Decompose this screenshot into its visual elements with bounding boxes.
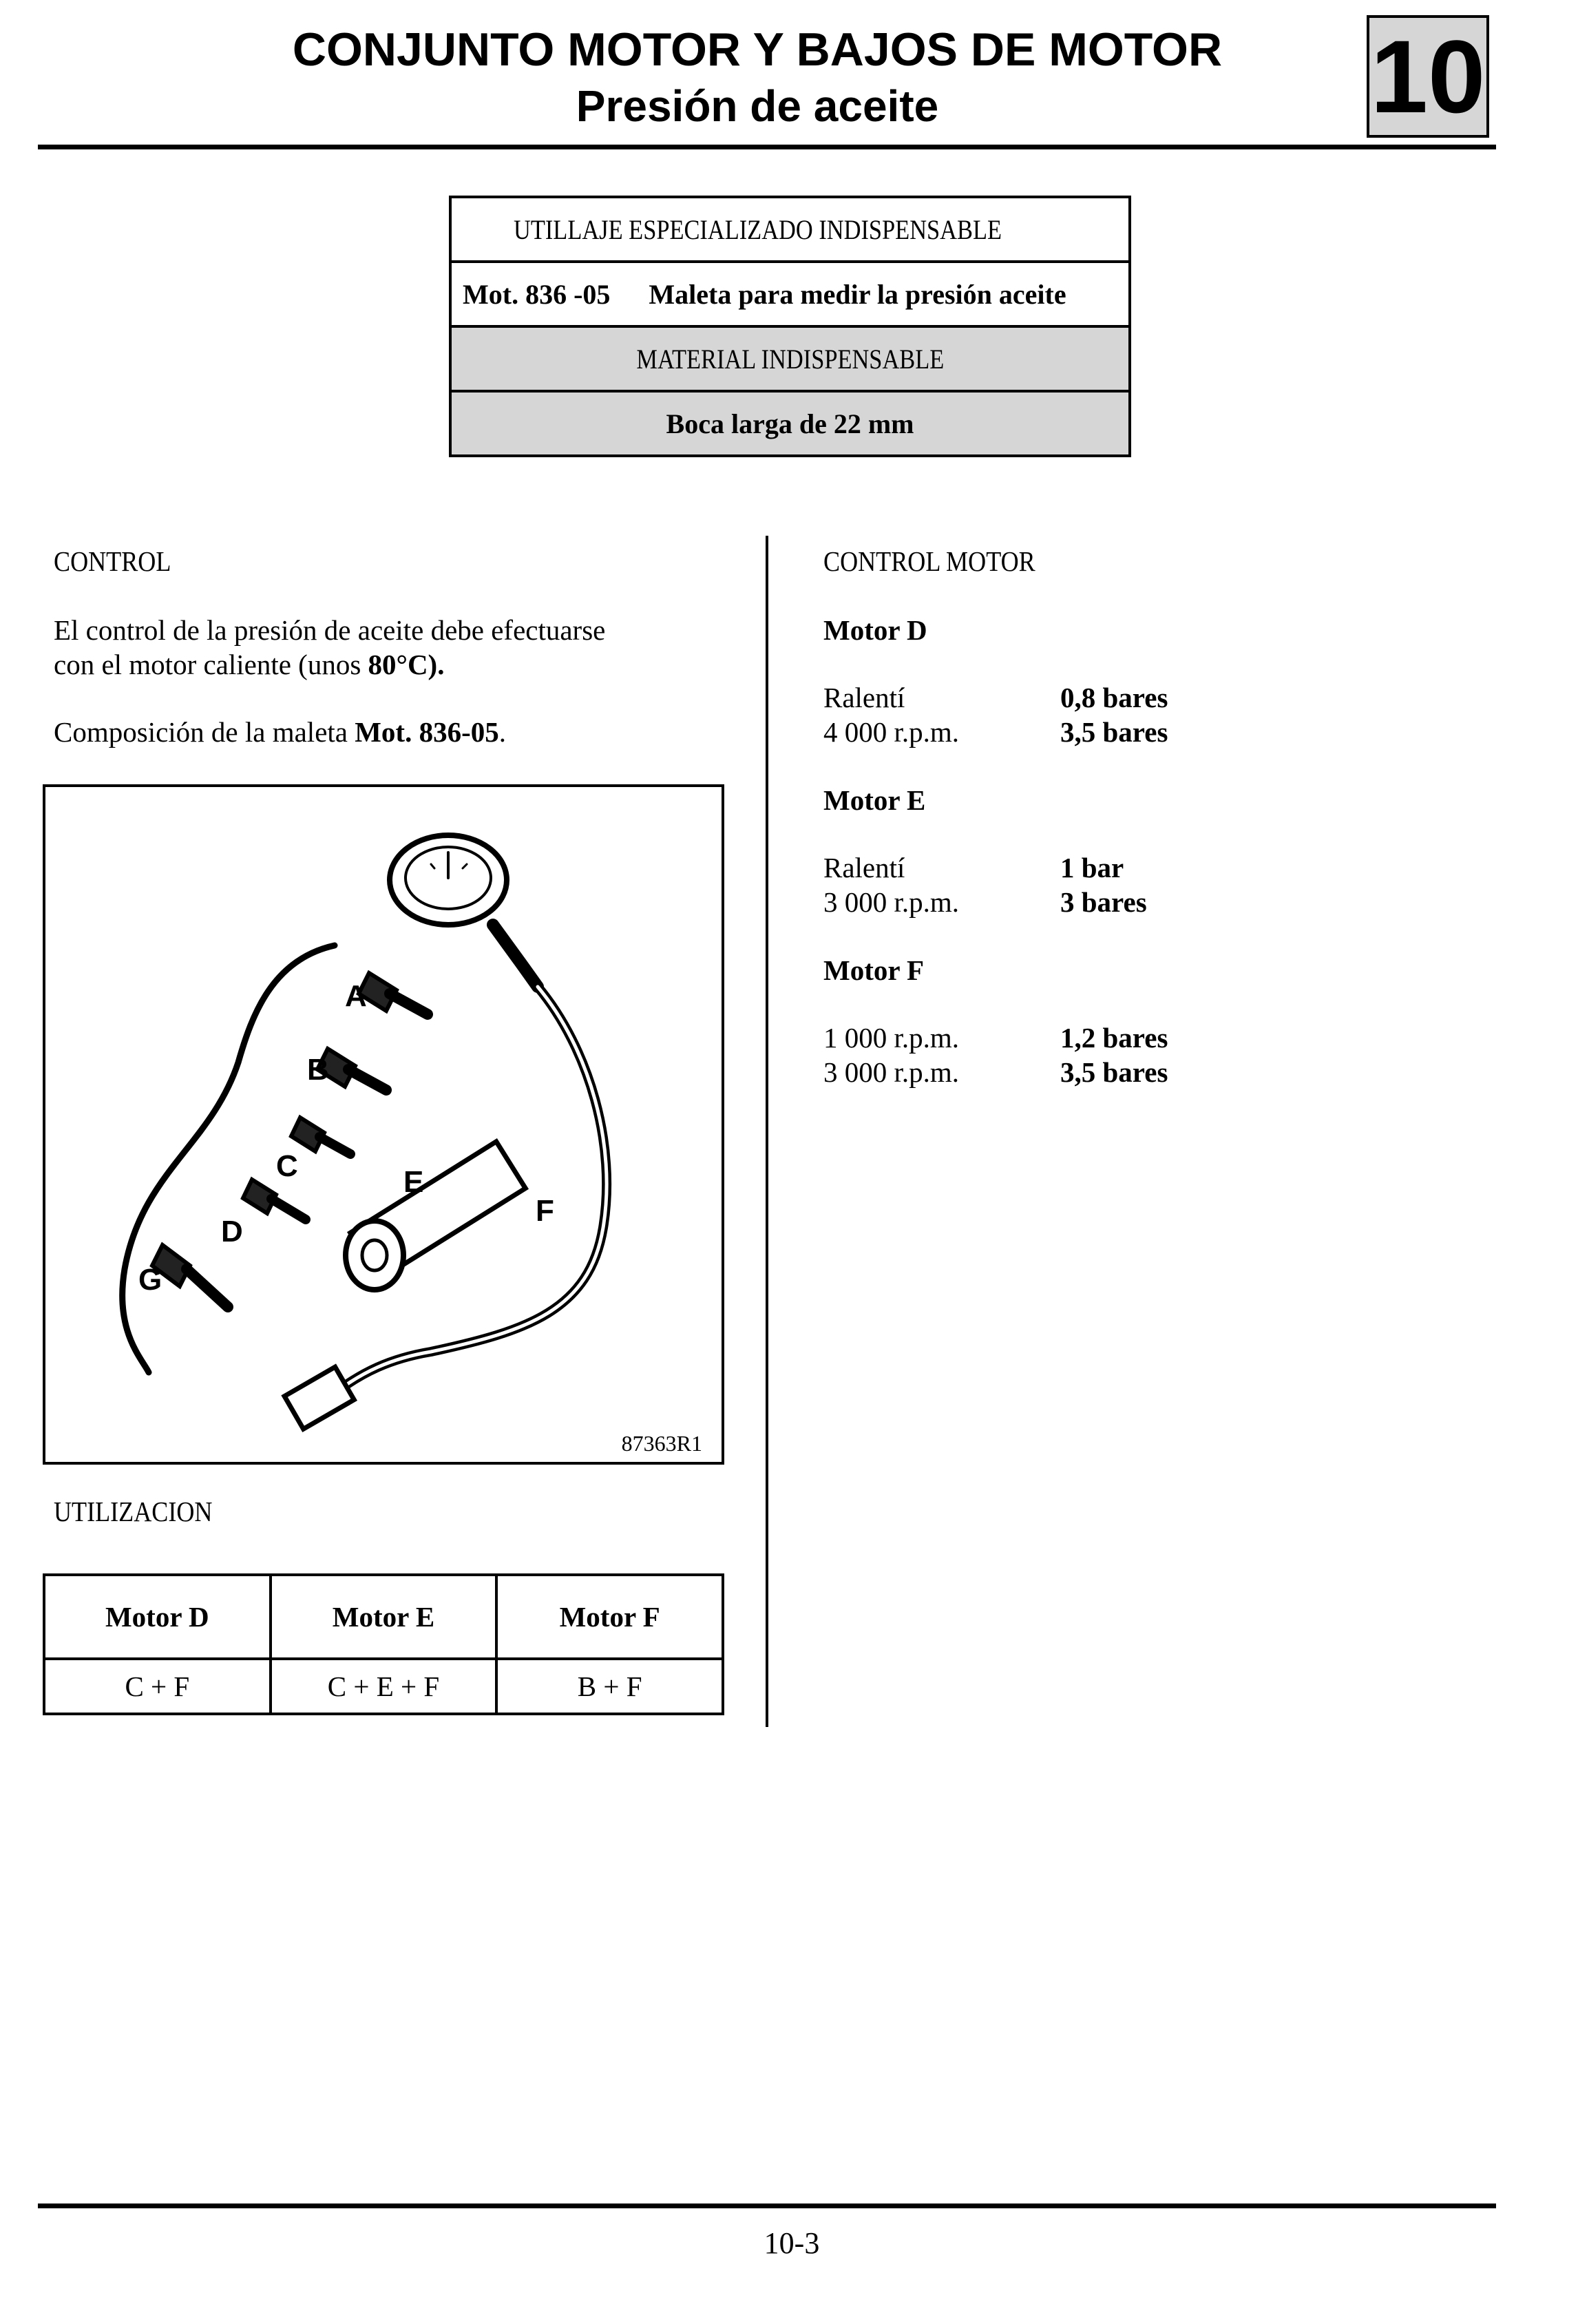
table-header-cell: Motor D (44, 1575, 271, 1659)
motor-f-row-2-value: 3,5 bares (1060, 1056, 1168, 1088)
temperature-value: 80°C). (368, 649, 445, 680)
fitting-label-b: B (307, 1053, 329, 1087)
fitting-label-g: G (138, 1263, 162, 1297)
control-motor-heading: CONTROL MOTOR (823, 545, 1035, 577)
fitting-label-d: D (221, 1215, 243, 1248)
table-row (44, 1575, 723, 1659)
control-line-2: con el motor caliente (unos 80°C). (54, 649, 445, 680)
header-rule (38, 145, 1496, 149)
motor-e-heading: Motor E (823, 784, 926, 816)
table-header-cell: Motor F (496, 1575, 723, 1659)
kit-code: Mot. 836-05 (355, 716, 499, 748)
fitting-label-e: E (403, 1165, 424, 1199)
control-paragraph (54, 613, 605, 682)
tool-row (450, 262, 1130, 326)
utilizacion-heading: UTILIZACION (54, 1496, 213, 1527)
kit-composition: Composición de la maleta Mot. 836-05. (54, 716, 506, 748)
motor-f-row-2-label: 3 000 r.p.m. (823, 1056, 960, 1088)
tools-heading-cell (450, 197, 1130, 262)
kit-illustration (45, 787, 722, 1462)
tool-description: Maleta para medir la presión aceite (649, 278, 1066, 310)
motor-d-row-1-label: Ralentí (823, 682, 905, 713)
page-subtitle: Presión de aceite (576, 81, 939, 131)
page-number: 10-3 (764, 2226, 820, 2260)
control-heading: CONTROL (54, 545, 171, 577)
material-item: Boca larga de 22 mm (450, 391, 1130, 456)
motor-d-row-2-value: 3,5 bares (1060, 716, 1168, 748)
chapter-number-box: 10 (1367, 15, 1489, 138)
motor-d-row-1-value: 0,8 bares (1060, 682, 1168, 713)
motor-f-heading: Motor F (823, 954, 925, 986)
motor-d-row-2-label: 4 000 r.p.m. (823, 716, 960, 748)
footer-rule (38, 2203, 1496, 2208)
fitting-label-a: A (345, 979, 367, 1013)
material-heading: MATERIAL INDISPENSABLE (636, 343, 944, 375)
utilizacion-table (43, 1573, 724, 1715)
fitting-label-c: C (276, 1149, 298, 1183)
table-row (44, 1659, 723, 1714)
oil-pressure-kit-figure (43, 784, 724, 1465)
table-cell: C + F (44, 1659, 271, 1714)
fitting-label-f: F (536, 1194, 554, 1228)
material-heading-cell (450, 326, 1130, 391)
motor-e-row-1-value: 1 bar (1060, 852, 1124, 883)
tool-code: Mot. 836 -05 (463, 278, 611, 310)
motor-f-row-1-label: 1 000 r.p.m. (823, 1022, 960, 1054)
motor-d-heading: Motor D (823, 614, 927, 646)
column-divider (766, 536, 768, 1727)
control-line-1: El control de la presión de aceite debe efectuarse (54, 614, 606, 646)
table-cell: B + F (496, 1659, 723, 1714)
figure-reference: 87363R1 (621, 1431, 702, 1456)
motor-e-row-1-label: Ralentí (823, 852, 905, 883)
page-title: CONJUNTO MOTOR Y BAJOS DE MOTOR (292, 23, 1223, 76)
tools-table (449, 196, 1131, 457)
motor-f-row-1-value: 1,2 bares (1060, 1022, 1168, 1054)
tools-heading: UTILLAJE ESPECIALIZADO INDISPENSABLE (514, 213, 1002, 245)
table-header-cell: Motor E (271, 1575, 497, 1659)
motor-e-row-2-label: 3 000 r.p.m. (823, 886, 960, 918)
table-cell: C + E + F (271, 1659, 497, 1714)
motor-e-row-2-value: 3 bares (1060, 886, 1147, 918)
